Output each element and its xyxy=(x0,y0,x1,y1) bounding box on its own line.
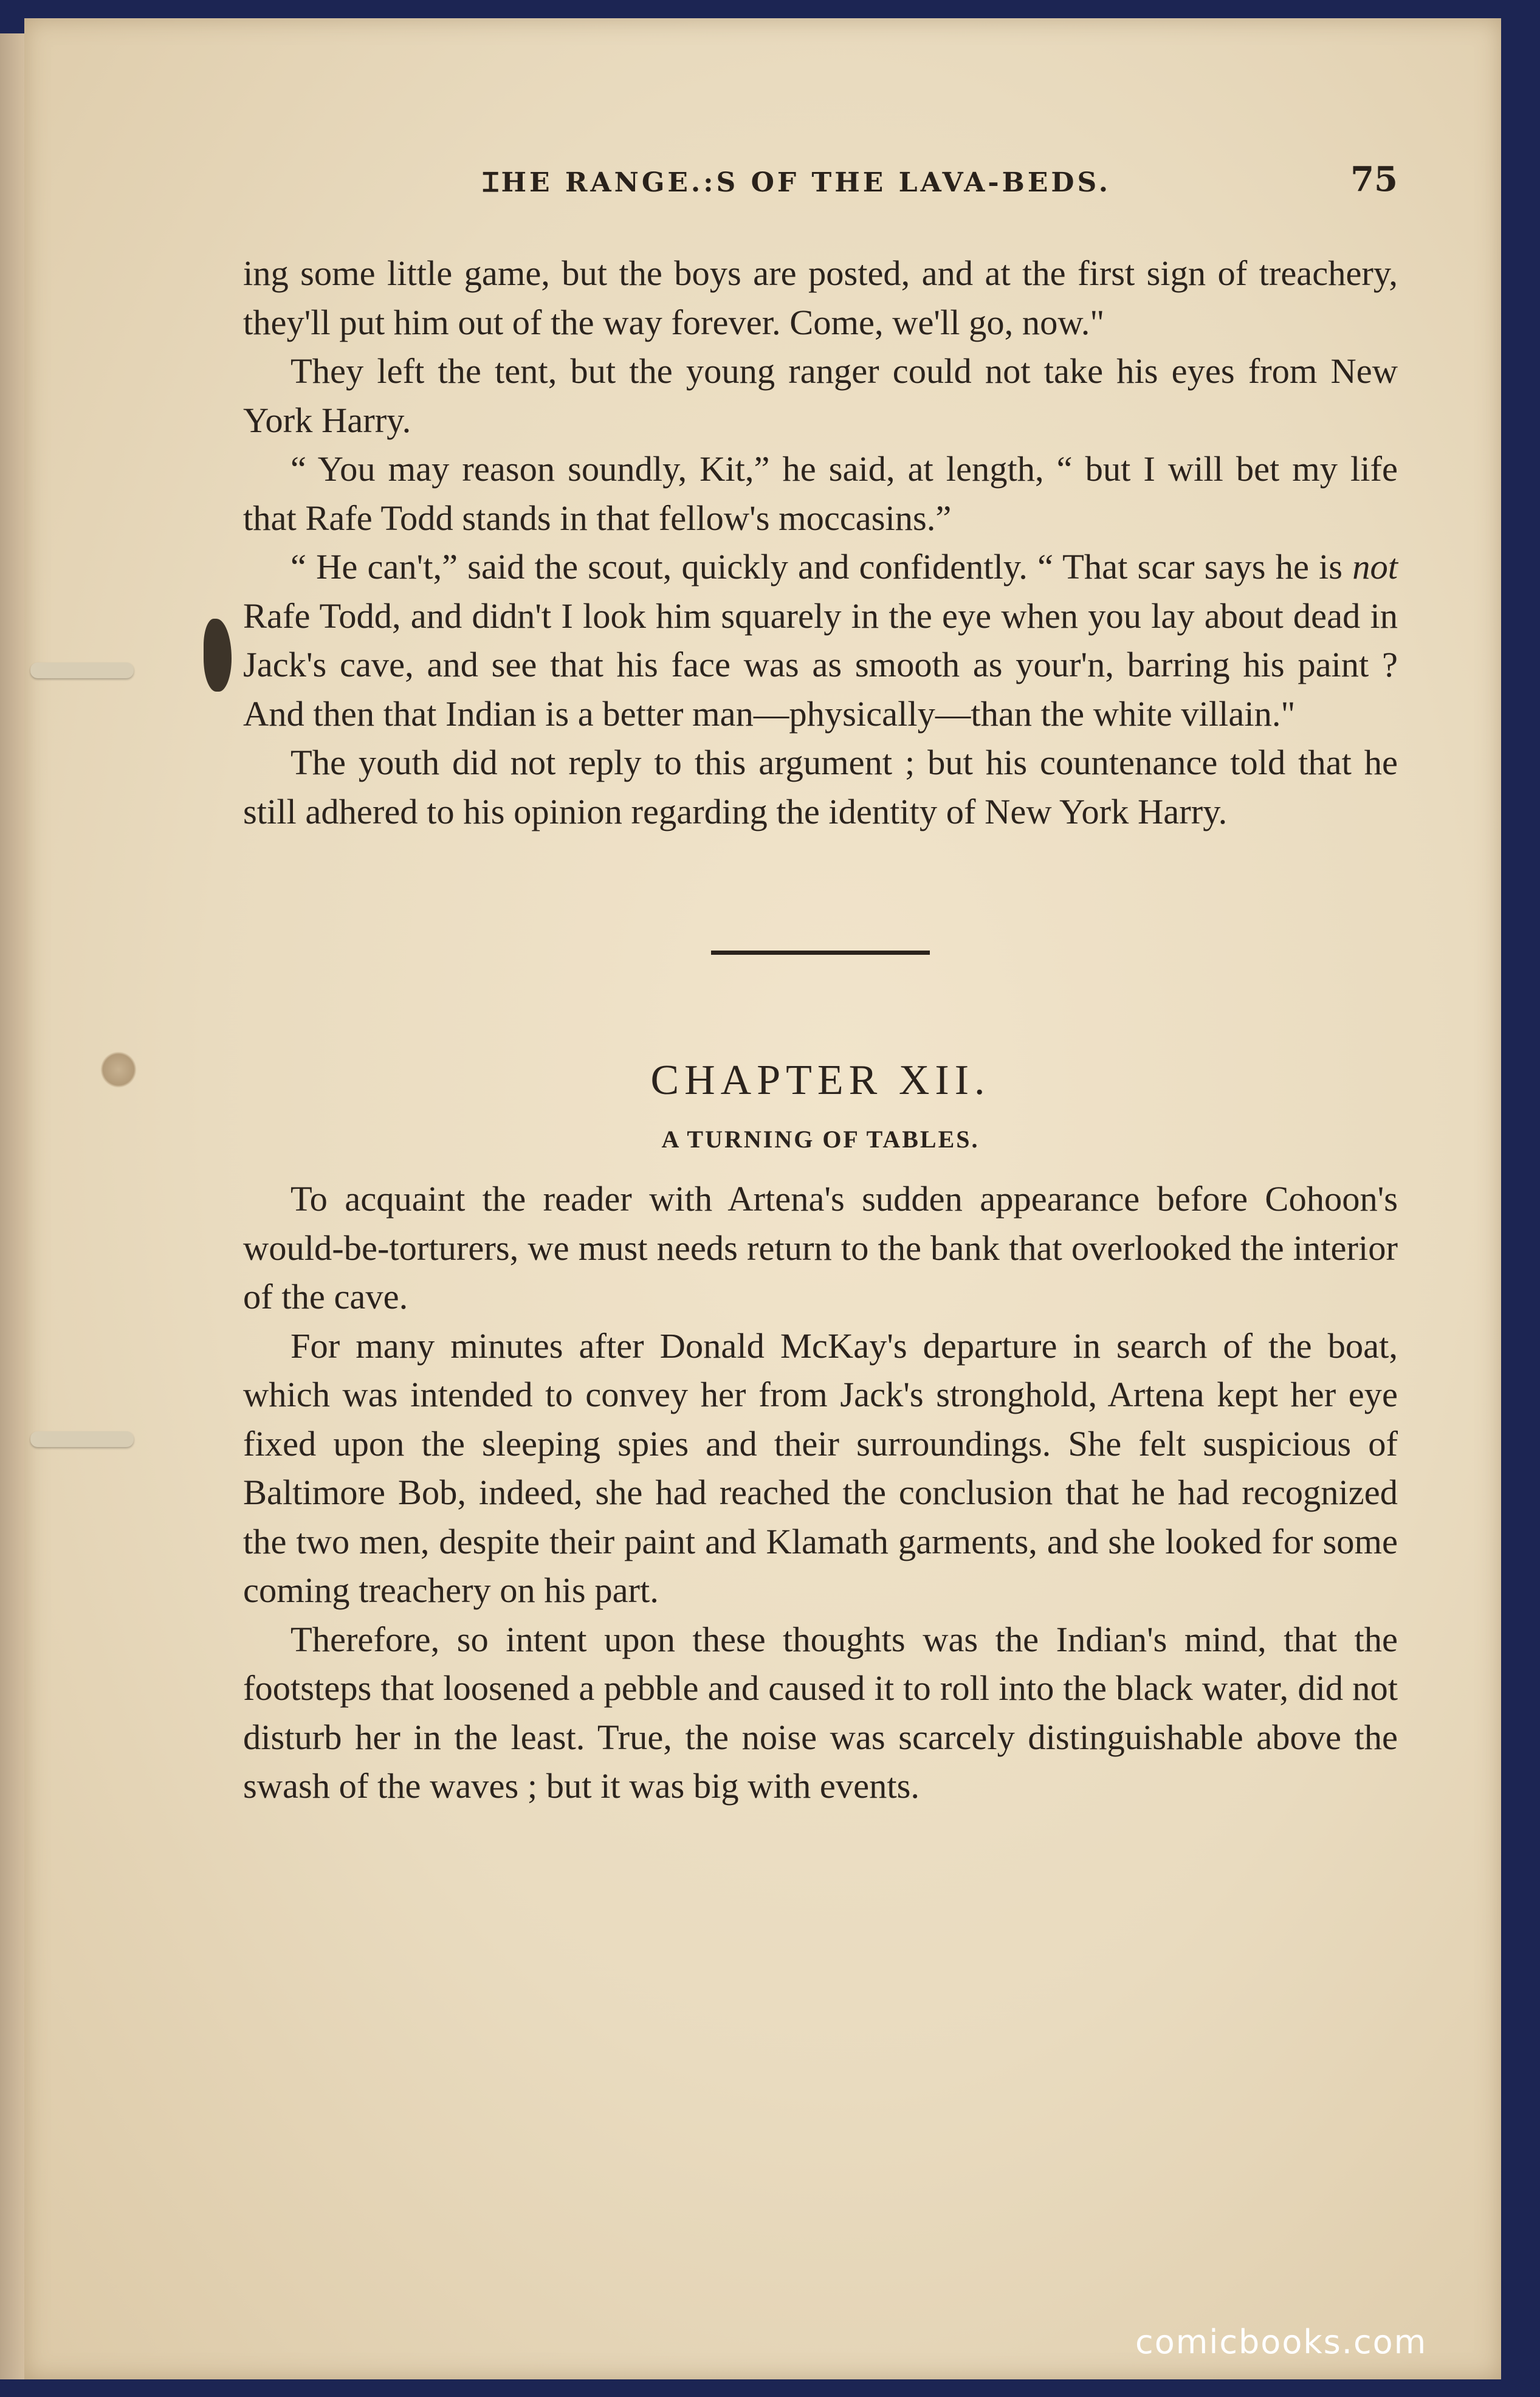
binding-thread xyxy=(30,662,134,678)
binding-hole xyxy=(100,1051,137,1088)
paragraph xyxy=(243,543,1398,738)
paragraph: “ You may reason soundly, Kit,” he said, at length, “ but I will bet my life that Rafe Todd stands in that fellow's moccasins.” xyxy=(243,449,1398,538)
page-header xyxy=(243,159,1398,208)
paragraph: ing some little game, but the boys are posted, and at the first sign of treachery, they'll put him out of the way forever. Come, we'll go, now." xyxy=(243,253,1398,342)
paragraph: The youth did not reply to this argument ; but his countenance told that he still adhered to his opinion regarding the identity of New York Harry. xyxy=(243,743,1398,831)
paragraph-text: “ He can't,” said the scout, quickly and confidently. “ That scar says he is xyxy=(290,547,1353,586)
running-title: ꞮHE RANGE.:S OF THE LAVA-BEDS. xyxy=(483,167,1112,198)
section-divider xyxy=(711,951,930,955)
paragraph-text: Rafe Todd, and didn't I look him squarely in the eye when you lay about dead in Jack's cave, and see that his face was as smooth as your'n, barring his paint ? And then that Indian is a better man—physically—than the white villain." xyxy=(243,596,1398,734)
chapter-title: CHAPTER XII. xyxy=(650,1057,991,1104)
emphasized-word: not xyxy=(1352,547,1398,586)
page-body xyxy=(243,249,1398,1811)
watermark: comicbooks.com xyxy=(1135,2323,1428,2361)
paragraph: They left the tent, but the young ranger could not take his eyes from New York Harry. xyxy=(243,351,1398,440)
page-number: 75 xyxy=(1350,159,1398,199)
binding-thread xyxy=(30,1431,134,1447)
paragraph: For many minutes after Donald McKay's departure in search of the boat, which was intended to convey her from Jack's stronghold, Artena kept her eye fixed upon the sleeping spies and their surroundings. She felt suspicious of Baltimore Bob, indeed, she had reached the conclusion that he had recognized the two men, despite their paint and Klamath garments, and she looked for some coming treachery on his part. xyxy=(243,1326,1398,1610)
chapter-subtitle: A TURNING OF TABLES. xyxy=(661,1126,980,1153)
paragraph: To acquaint the reader with Artena's sudden appearance before Cohoon's would-be-torturers, we must needs return to the bank that overlooked the interior of the cave. xyxy=(243,1179,1398,1316)
paragraph: Therefore, so intent upon these thoughts was the Indian's mind, that the footsteps that loosened a pebble and caused it to roll into the black water, did not disturb her in the least. True, the noise was scarcely distinguishable above the swash of the waves ; but it was big with events. xyxy=(243,1619,1398,1806)
